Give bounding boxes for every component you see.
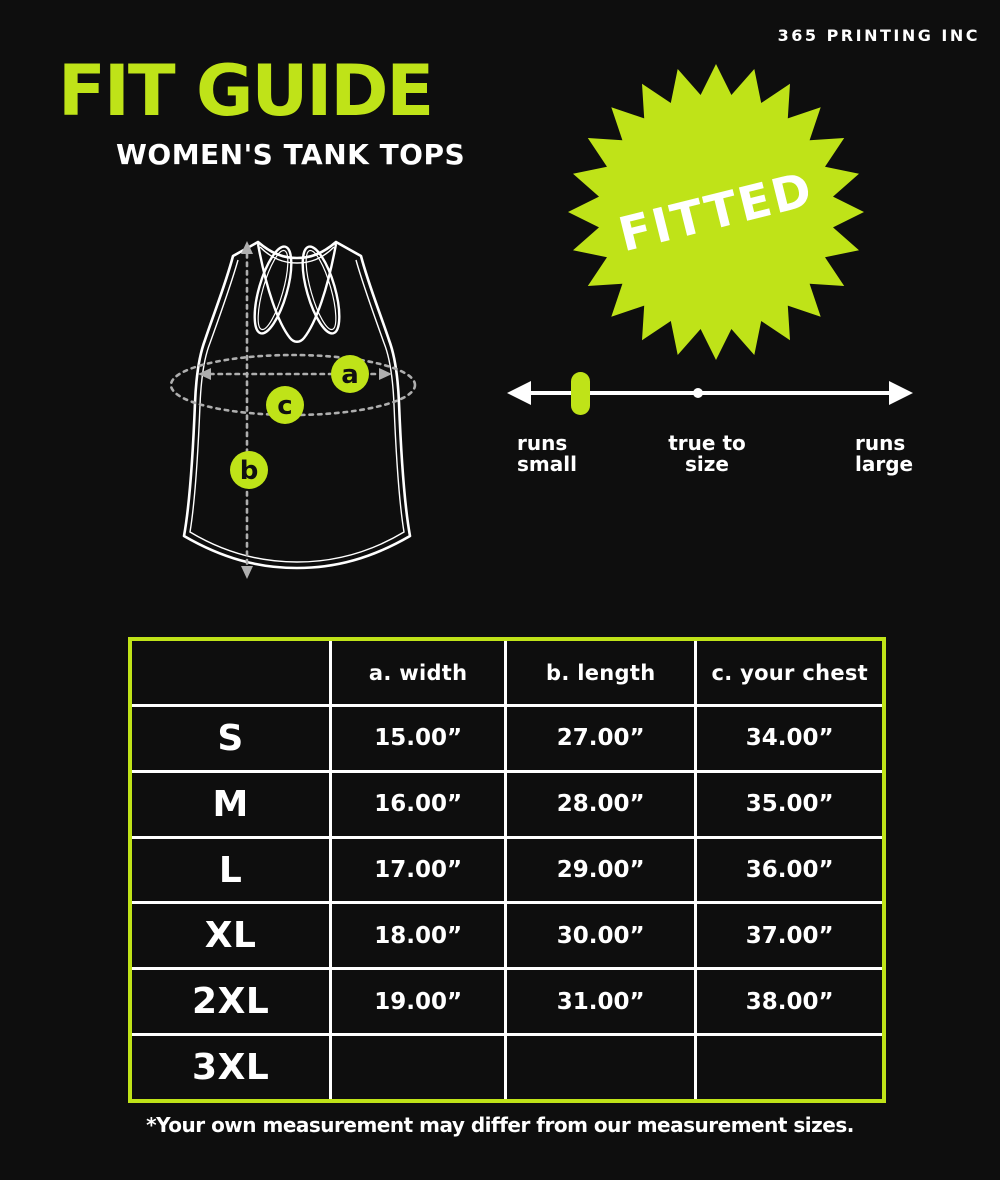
length-value: 31.00”	[505, 969, 696, 1035]
marker-a-letter: a	[341, 360, 359, 390]
runs-large-line2: large	[855, 452, 914, 476]
marker-a	[331, 355, 369, 393]
width-value: 19.00”	[331, 969, 506, 1035]
length-value: 28.00”	[505, 771, 696, 837]
chest-value: 37.00”	[696, 903, 884, 969]
width-value	[331, 1035, 506, 1101]
size-label: 2XL	[131, 969, 331, 1035]
chest-value: 34.00”	[696, 706, 884, 772]
badge-label: FITTED	[613, 161, 819, 264]
page-subtitle: WOMEN'S TANK TOPS	[116, 138, 466, 171]
length-value: 27.00”	[505, 706, 696, 772]
size-label: L	[131, 837, 331, 903]
true-to-size-line2: size	[685, 452, 729, 476]
width-value: 15.00”	[331, 706, 506, 772]
length-value: 29.00”	[505, 837, 696, 903]
size-label: M	[131, 771, 331, 837]
chest-value: 36.00”	[696, 837, 884, 903]
true-to-size-dot	[693, 388, 703, 398]
width-value: 17.00”	[331, 837, 506, 903]
runs-small-line2: small	[517, 452, 577, 476]
scale-arrow-left-icon	[507, 381, 531, 405]
table-row	[131, 706, 884, 772]
marker-c	[266, 386, 304, 424]
fit-scale	[505, 370, 915, 420]
fitted-badge	[566, 62, 866, 362]
table-header-row	[131, 640, 884, 706]
header-c-chest: c. your chest	[696, 640, 884, 706]
size-table-grid	[129, 638, 885, 1102]
scale-label-runs-small	[517, 433, 577, 475]
brand-name: 365 PRINTING INC	[777, 26, 980, 45]
measurement-disclaimer: *Your own measurement may differ from our measurement sizes.	[146, 1113, 854, 1137]
runs-small-line1: runs	[517, 431, 568, 455]
table-row	[131, 969, 884, 1035]
scale-label-runs-large	[855, 433, 913, 475]
runs-large-line1: runs	[855, 431, 906, 455]
scale-label-true-to-size	[657, 433, 757, 475]
length-value: 30.00”	[505, 903, 696, 969]
width-value: 16.00”	[331, 771, 506, 837]
true-to-size-line1: true to	[668, 431, 746, 455]
length-value	[505, 1035, 696, 1101]
size-table	[128, 637, 886, 1103]
table-row	[131, 771, 884, 837]
size-label: S	[131, 706, 331, 772]
tank-top-diagram	[150, 228, 450, 590]
chest-value: 38.00”	[696, 969, 884, 1035]
width-value: 18.00”	[331, 903, 506, 969]
page-title: FIT GUIDE	[58, 50, 433, 132]
marker-b	[230, 451, 268, 489]
fit-marker-pill	[571, 372, 590, 415]
marker-c-letter: c	[277, 391, 293, 421]
chest-value	[696, 1035, 884, 1101]
arrow-down-icon	[241, 566, 253, 579]
size-label: 3XL	[131, 1035, 331, 1101]
marker-b-letter: b	[239, 456, 259, 486]
table-row	[131, 1035, 884, 1101]
header-b-length: b. length	[505, 640, 696, 706]
size-label: XL	[131, 903, 331, 969]
chest-value: 35.00”	[696, 771, 884, 837]
scale-arrow-right-icon	[889, 381, 913, 405]
header-empty	[131, 640, 331, 706]
table-row	[131, 837, 884, 903]
header-a-width: a. width	[331, 640, 506, 706]
table-row	[131, 903, 884, 969]
